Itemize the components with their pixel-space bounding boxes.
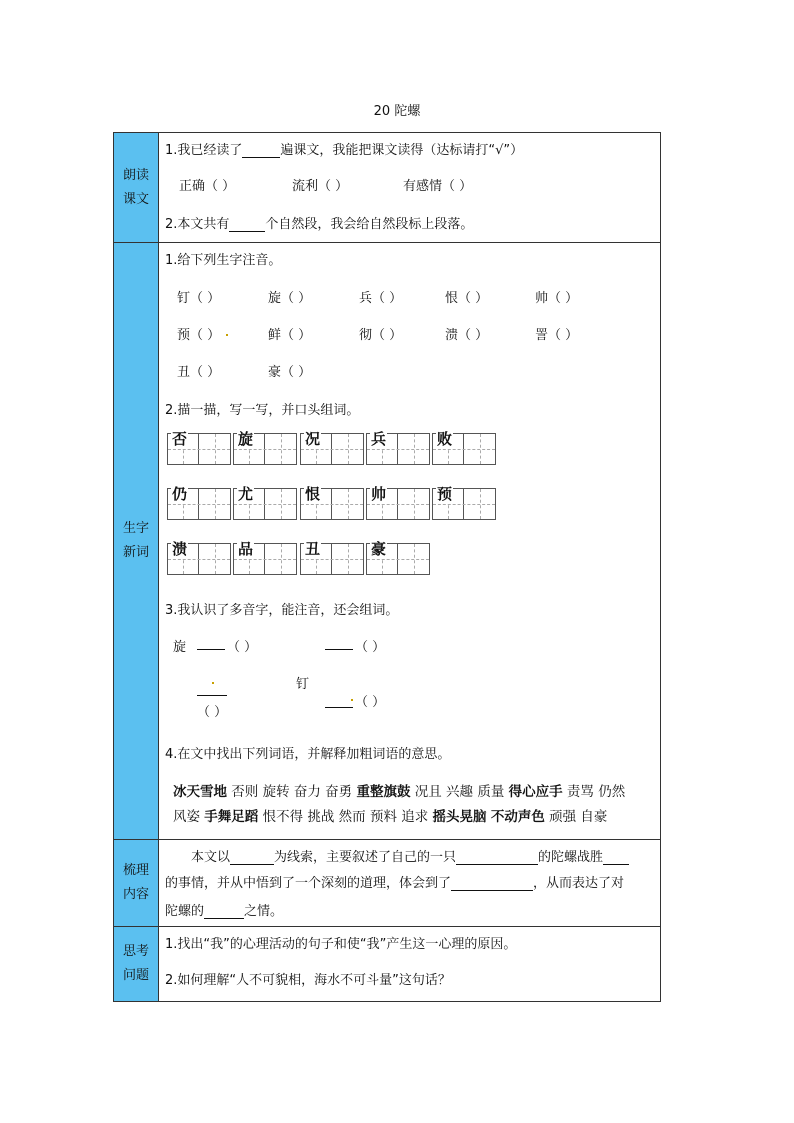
summary-line-3 (165, 900, 283, 919)
trace-char: 预 (437, 485, 453, 503)
label-line: 朗读 (122, 167, 149, 183)
trace-char: 豪 (371, 540, 387, 558)
word-paren[interactable]: （ ） (355, 640, 386, 655)
trace-grid[interactable] (300, 430, 364, 465)
vocab-word: 得心应手 (508, 784, 563, 800)
vocab-word: 风姿 (173, 809, 205, 825)
pinyin-item[interactable]: 预（ ） (177, 328, 221, 343)
answer-blank[interactable] (603, 852, 629, 865)
answer-blank[interactable] (456, 852, 538, 865)
vocab-word: 否则 旋转 奋力 奋勇 (227, 784, 357, 800)
trace-grid[interactable] (233, 430, 297, 465)
vocab-word: 不动声色 (490, 809, 545, 825)
summary-text: 为线索，主要叙述了自己的一只 (274, 850, 457, 865)
section-label-words (114, 243, 159, 840)
pinyin-item[interactable]: 恨（ ） (445, 291, 489, 306)
thinking-q1: 1.找出“我”的心理活动的句子和使“我”产生这一心理的原因。 (165, 937, 517, 952)
answer-blank[interactable] (230, 852, 274, 865)
reading-content (159, 133, 661, 243)
words-q3: 3.我认识了多音字，能注音，还会组词。 (165, 603, 399, 618)
answer-blank[interactable] (197, 683, 227, 696)
vocab-line-2 (173, 805, 607, 825)
vocab-word: 重整旗鼓 (356, 784, 411, 800)
answer-blank[interactable] (229, 219, 265, 232)
answer-blank[interactable] (451, 878, 533, 891)
stray-dot (226, 334, 228, 336)
label-line: 生字 (122, 521, 149, 536)
vocab-word: 手舞足蹈 (204, 809, 259, 825)
option-fluent[interactable]: 流利（ ） (292, 179, 349, 194)
pinyin-item[interactable]: 豪（ ） (268, 365, 312, 380)
summary-text: 的事情，并从中悟到了一个深刻的道理，体会到了 (165, 876, 452, 891)
vocab-word: 摇头晃脑 (432, 809, 487, 825)
trace-char: 帅 (371, 485, 387, 503)
trace-char: 否 (172, 430, 188, 448)
poly-char: 钉 (296, 677, 310, 692)
words-content (159, 243, 661, 840)
vocab-word: 况且 兴趣 质量 (410, 784, 509, 800)
trace-grid[interactable] (167, 485, 231, 520)
vocab-word: 顽强 自豪 (544, 809, 608, 825)
pinyin-item[interactable]: 丑（ ） (177, 365, 221, 380)
trace-grid[interactable] (366, 485, 430, 520)
word-paren[interactable]: （ ） (227, 640, 258, 655)
label-line: 新词 (122, 545, 149, 560)
trace-grid[interactable] (366, 540, 430, 575)
trace-char: 丑 (305, 540, 321, 558)
pinyin-item[interactable]: 鲜（ ） (268, 328, 312, 343)
label-line: 问题 (122, 968, 149, 983)
option-correct[interactable]: 正确（ ） (179, 179, 236, 194)
answer-blank[interactable] (242, 145, 280, 158)
answer-blank[interactable] (197, 637, 225, 650)
label-line: 思考 (122, 944, 149, 959)
summary-text: 的陀螺战胜 (538, 850, 604, 865)
poly-char: 旋 (173, 640, 187, 655)
vocab-line-1 (173, 780, 625, 800)
trace-grid[interactable] (167, 430, 231, 465)
trace-char: 尤 (238, 485, 254, 503)
q2-suffix: 个自然段，我会给自然段标上段落。 (265, 217, 474, 232)
trace-char: 败 (437, 430, 453, 448)
thinking-content (159, 927, 661, 1002)
trace-grid[interactable] (300, 485, 364, 520)
trace-grid[interactable] (432, 485, 496, 520)
trace-char: 溃 (172, 540, 188, 558)
pinyin-item[interactable]: 兵（ ） (359, 291, 403, 306)
words-q4: 4.在文中找出下列词语，并解释加粗词语的意思。 (165, 747, 451, 762)
pinyin-item[interactable]: 彻（ ） (359, 328, 403, 343)
stray-dot (212, 682, 214, 684)
label-line: 课文 (122, 191, 149, 207)
trace-grid[interactable] (233, 540, 297, 575)
pinyin-item[interactable]: 詈（ ） (535, 328, 579, 343)
pinyin-item[interactable]: 帅（ ） (535, 291, 579, 306)
words-q2: 2.描一描，写一写，并口头组词。 (165, 403, 360, 418)
trace-char: 况 (305, 430, 321, 448)
pinyin-item[interactable]: 钉（ ） (177, 291, 221, 306)
q2-prefix: 2.本文共有 (165, 217, 230, 232)
pinyin-item[interactable]: 溃（ ） (445, 328, 489, 343)
section-label-reading (114, 133, 159, 243)
worksheet-table (113, 132, 661, 1002)
summary-text: 之情。 (244, 904, 284, 919)
reading-q1 (165, 139, 523, 158)
summary-line-2 (165, 872, 624, 891)
option-emotional[interactable]: 有感情（ ） (403, 179, 473, 194)
trace-char: 品 (238, 540, 254, 558)
trace-grid[interactable] (167, 540, 231, 575)
answer-blank[interactable] (204, 906, 244, 919)
answer-blank[interactable] (325, 695, 353, 708)
q1-prefix: 1.我已经读了 (165, 143, 243, 158)
trace-grid[interactable] (300, 540, 364, 575)
trace-char: 仍 (172, 485, 188, 503)
word-paren[interactable]: （ ） (355, 695, 386, 710)
section-label-thinking (114, 927, 159, 1002)
word-paren[interactable]: （ ） (197, 705, 228, 720)
pinyin-item[interactable]: 旋（ ） (268, 291, 312, 306)
trace-grid[interactable] (233, 485, 297, 520)
summary-content (159, 840, 661, 927)
q1-suffix: 遍课文，我能把课文读得（达标请打“√”） (280, 143, 524, 158)
summary-text: 本文以 (191, 850, 231, 865)
trace-char: 恨 (305, 485, 321, 503)
vocab-word: 冰天雪地 (173, 784, 227, 800)
section-label-summary (114, 840, 159, 927)
answer-blank[interactable] (325, 637, 353, 650)
label-line: 内容 (122, 887, 149, 902)
trace-char: 旋 (238, 430, 254, 448)
thinking-q2: 2.如何理解“人不可貌相，海水不可斗量”这句话？ (165, 973, 451, 988)
label-line: 梳理 (122, 863, 149, 878)
trace-grid[interactable] (432, 430, 496, 465)
summary-text: 陀螺的 (165, 904, 205, 919)
words-q1: 1.给下列生字注音。 (165, 253, 282, 268)
stray-dot (351, 699, 353, 701)
trace-char: 兵 (371, 430, 387, 448)
summary-text: ，从而表达了对 (533, 876, 625, 891)
trace-grid[interactable] (366, 430, 430, 465)
reading-q2 (165, 213, 473, 232)
vocab-word: 责骂 仍然 (562, 784, 626, 800)
vocab-word: 恨不得 挑战 然而 预料 追求 (258, 809, 433, 825)
page-title: 20 陀螺 (373, 104, 421, 119)
summary-line-1 (191, 846, 629, 865)
